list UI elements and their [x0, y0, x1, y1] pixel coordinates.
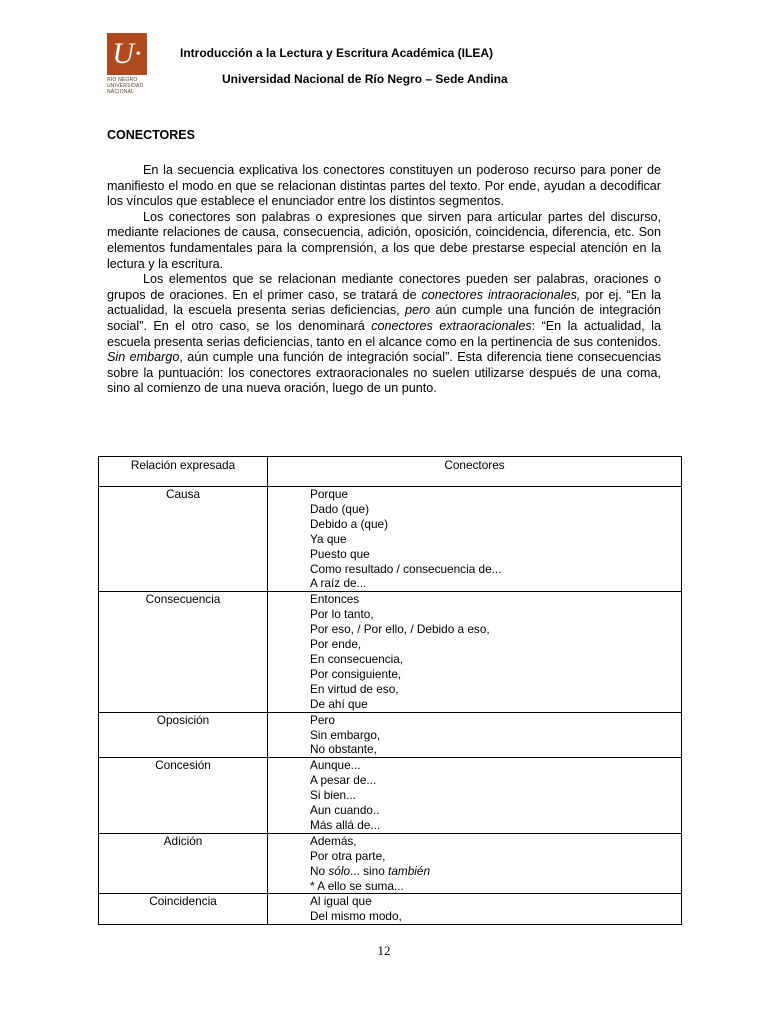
connector-item: No obstante, — [310, 742, 377, 757]
page-number: 12 — [377, 943, 391, 958]
relation-cell: Concesión — [99, 758, 268, 834]
connector-item: Sin embargo, — [310, 727, 381, 742]
connector-item: Pero — [310, 712, 335, 727]
connector-item: A pesar de... — [310, 773, 377, 788]
connector-item: Dado (que) — [310, 501, 370, 516]
table-body — [99, 487, 682, 925]
table-row — [99, 487, 682, 592]
paragraph-2: Los conectores son palabras o expresiones que sirven para articular partes del discurso, mediante relaciones de causa, consecuencia, adición, oposición, coincidencia, diferencia, etc. Son elementos fundamentales para la comprensión, a los que debe prestarse especial atención en la lectura y la escritura. — [107, 209, 661, 271]
connector-item: Si bien... — [310, 788, 356, 803]
connector-part: sólo — [328, 863, 351, 878]
connector-item: Debido a (que) — [310, 516, 389, 531]
connector-item: * A ello se suma... — [310, 878, 404, 893]
connector-item: Por eso, / Por ello, / Debido a eso, — [310, 622, 490, 637]
connector-item: Por consiguiente, — [310, 666, 402, 681]
text-run: aún cumple una función de integración social”. En el otro caso, se los denominará — [107, 303, 661, 333]
connector-item: A raíz de... — [310, 576, 367, 591]
body-text — [107, 163, 661, 397]
connectors-cell — [268, 487, 682, 592]
logo-line: RÍO NEGRO — [107, 77, 138, 83]
connector-item: Al igual que — [310, 894, 372, 909]
header-connectors: Conectores — [268, 457, 682, 487]
university-logo — [107, 33, 147, 101]
connectors-cell — [268, 758, 682, 834]
relation-cell: Coincidencia — [99, 894, 268, 925]
connector-part: No — [310, 863, 329, 878]
logo-line: NACIONAL — [107, 89, 135, 95]
connector-item: Por ende, — [310, 637, 362, 652]
text-run: Los elementos que se relacionan mediante conectores pueden ser palabras, oraciones o grupos de oraciones. En el primer caso, se tratará de — [107, 272, 661, 302]
connector-item: Porque — [310, 487, 349, 501]
connector-item: Ya que — [310, 531, 347, 546]
connector-item: Aunque... — [310, 758, 361, 773]
relation-cell: Adición — [99, 833, 268, 894]
header-relation: Relación expresada — [99, 457, 268, 487]
relation-cell: Causa — [99, 487, 268, 592]
relation-cell: Consecuencia — [99, 592, 268, 712]
text-run-italic: conectores extraoracionales — [371, 318, 532, 333]
connectors-cell — [268, 894, 682, 925]
connector-item: Como resultado / consecuencia de... — [310, 561, 502, 576]
text-run: : “En la actualidad, la escuela presenta serias deficiencias, tanto en el alcance como en la pertinencia de sus contenidos. — [107, 318, 661, 349]
connector-item: Por lo tanto, — [310, 607, 374, 622]
table-row — [99, 592, 682, 712]
table-row — [99, 758, 682, 834]
connectors-cell — [268, 712, 682, 758]
text-run: por ej. “En la actualidad, la escuela presenta serias deficiencias, — [107, 287, 661, 318]
relation-cell: Oposición — [99, 712, 268, 758]
connector-item: Además, — [310, 833, 357, 848]
section-title: CONECTORES — [107, 128, 195, 142]
paragraph-3 — [107, 272, 661, 397]
text-run-italic: conectores intraoracionales, — [421, 287, 581, 302]
connectors-cell — [268, 592, 682, 712]
connector-item: Entonces — [310, 592, 360, 607]
connector-part: también — [388, 863, 431, 878]
connector-item: Del mismo modo, — [310, 909, 402, 924]
connectors-cell — [268, 833, 682, 894]
text-run: , aún cumple una función de integración social”. Esta diferencia tiene consecuencias sobre la puntuación: los conectores extraoracionales no suelen utilizarse después de una coma, sino al comienzo de una nueva oración, luego de un punto. — [107, 350, 661, 396]
connectors-table — [98, 456, 682, 925]
connector-part: ... sino — [350, 863, 389, 878]
connector-item — [310, 864, 681, 879]
connector-item: Puesto que — [310, 546, 370, 561]
table-row — [99, 833, 682, 894]
logo-line: UNIVERSIDAD — [107, 83, 144, 89]
connector-item: Aun cuando.. — [310, 803, 380, 818]
table-row — [99, 894, 682, 925]
text-run-italic: pero — [404, 303, 431, 318]
course-title: Introducción a la Lectura y Escritura Académica (ILEA) — [180, 46, 493, 60]
logo-text — [107, 77, 147, 95]
connector-item: Más allá de... — [310, 817, 381, 832]
text-run-italic: Sin embargo — [107, 350, 180, 365]
connector-item: En consecuencia, — [310, 651, 404, 666]
university-name: Universidad Nacional de Río Negro – Sede Andina — [222, 72, 508, 86]
paragraph-1: En la secuencia explicativa los conectores constituyen un poderoso recurso para poner de manifiesto el modo en que se relacionan distintas partes del texto. Por ende, ayudan a decodificar los vínculos que establece el enunciador entre los distintos segmentos. — [107, 163, 661, 209]
connector-item: De ahí que — [310, 696, 368, 711]
connector-item: En virtud de eso, — [310, 681, 399, 696]
connector-item: Por otra parte, — [310, 848, 386, 863]
logo-mark: U· — [107, 33, 147, 75]
table-row — [99, 712, 682, 758]
